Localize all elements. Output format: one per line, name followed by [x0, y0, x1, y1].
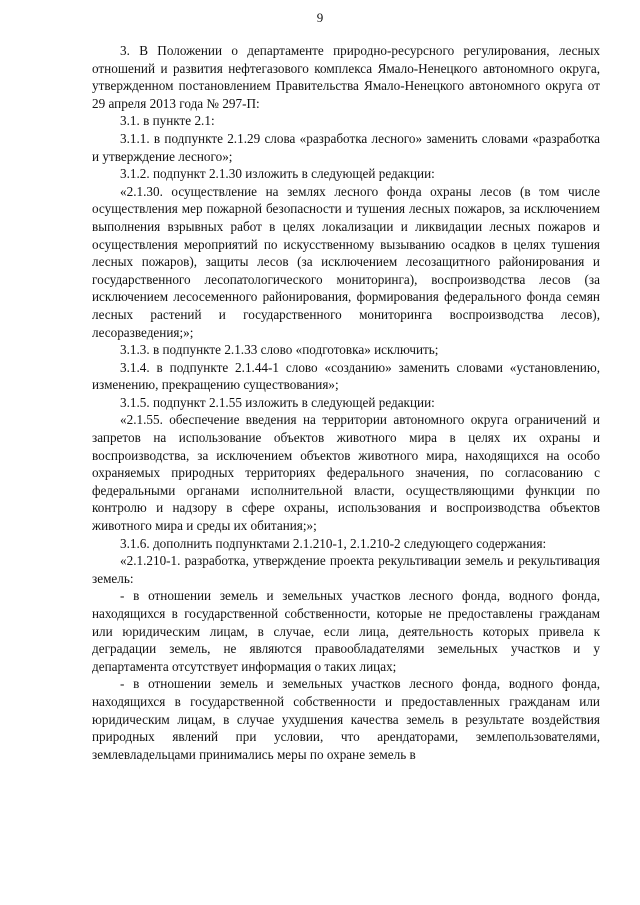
paragraph-3-1-5: 3.1.5. подпункт 2.1.55 изложить в следующей редакции:: [120, 394, 435, 410]
list-item-natural-impact: - в отношении земель и земельных участков лесного фонда, водного фонда, находящихся в государственной собственности и предоставленных гражданам или юридическим лицам, в случае ухудшения качества земель в результате воздействия природных явлений при условии, что арендаторами, землепользователями, землевладельцами принимались меры по охране земель в: [92, 676, 600, 762]
paragraph-3-1-6: 3.1.6. дополнить подпунктами 2.1.210-1, 2.1.210-2 следующего содержания:: [120, 535, 547, 551]
paragraph-3-1-1: 3.1.1. в подпункте 2.1.29 слова «разработка лесного» заменить словами «разработка и утверждение лесного»;: [92, 130, 600, 164]
paragraph-2-1-210-1-text: «2.1.210-1. разработка, утверждение проекта рекультивации земель и рекультивация земель:: [92, 553, 600, 586]
paragraph-2-1-55-text: «2.1.55. обеспечение введения на территории автономного округа ограничений и запретов на использование объектов животного мира в целях их охраны и воспроизводства, за исключением объектов животного мира, находящихся на особо охраняемых природных территориях федерального значения, по согласованию с федеральными органами исполнительной власти, осуществляющими функции по контролю и надзору в сфере охраны, использования и воспроизводства объектов животного мира и среды их обитания;»;: [92, 412, 600, 534]
paragraph-3-1-4: 3.1.4. в подпункте 2.1.44-1 слово «созданию» заменить словами «установлению, изменению, прекращению существования»;: [92, 359, 600, 393]
list-item-degraded-lands: - в отношении земель и земельных участков лесного фонда, водного фонда, находящихся в государственной собственности, которые не предоставлены гражданам или юридическим лицам, в случае, если лица, деятельность которых привела к деградации земель, не являются правообладателями земельных участков и у департамента отсутствует информация о таких лицах;: [92, 588, 600, 674]
page-number: 9: [316, 10, 324, 25]
paragraph-2-1-30-text: «2.1.30. осуществление на землях лесного фонда охраны лесов (в том числе осуществления мер пожарной безопасности и тушения лесных пожаров, за исключением выполнения взрывных работ в целях локализации и ликвидации лесных пожаров и осуществления мероприятий по искусственному вызыванию осадков в целях тушения лесных пожаров), защиты лесов (за исключением лесозащитного районирования и государственного лесопатологического мониторинга), воспроизводства лесов (за исключением лесосеменного районирования, формирования федерального фонда семян лесных растений и государственного мониторинга воспроизводства лесов), лесоразведения;»;: [92, 183, 600, 340]
paragraph-3-1: 3.1. в пункте 2.1:: [120, 113, 215, 129]
paragraph-3: 3. В Положении о департаменте природно-ресурсного регулирования, лесных отношений и развития нефтегазового комплекса Ямало-Ненецкого автономного округа, утвержденном постановлением Правительства Ямало-Ненецкого автономного округа от 29 апреля 2013 года № 297-П:: [92, 43, 600, 111]
paragraph-3-1-2: 3.1.2. подпункт 2.1.30 изложить в следующей редакции:: [120, 166, 435, 182]
document-body: [92, 42, 600, 763]
paragraph-3-1-3: 3.1.3. в подпункте 2.1.33 слово «подготовка» исключить;: [120, 342, 439, 358]
